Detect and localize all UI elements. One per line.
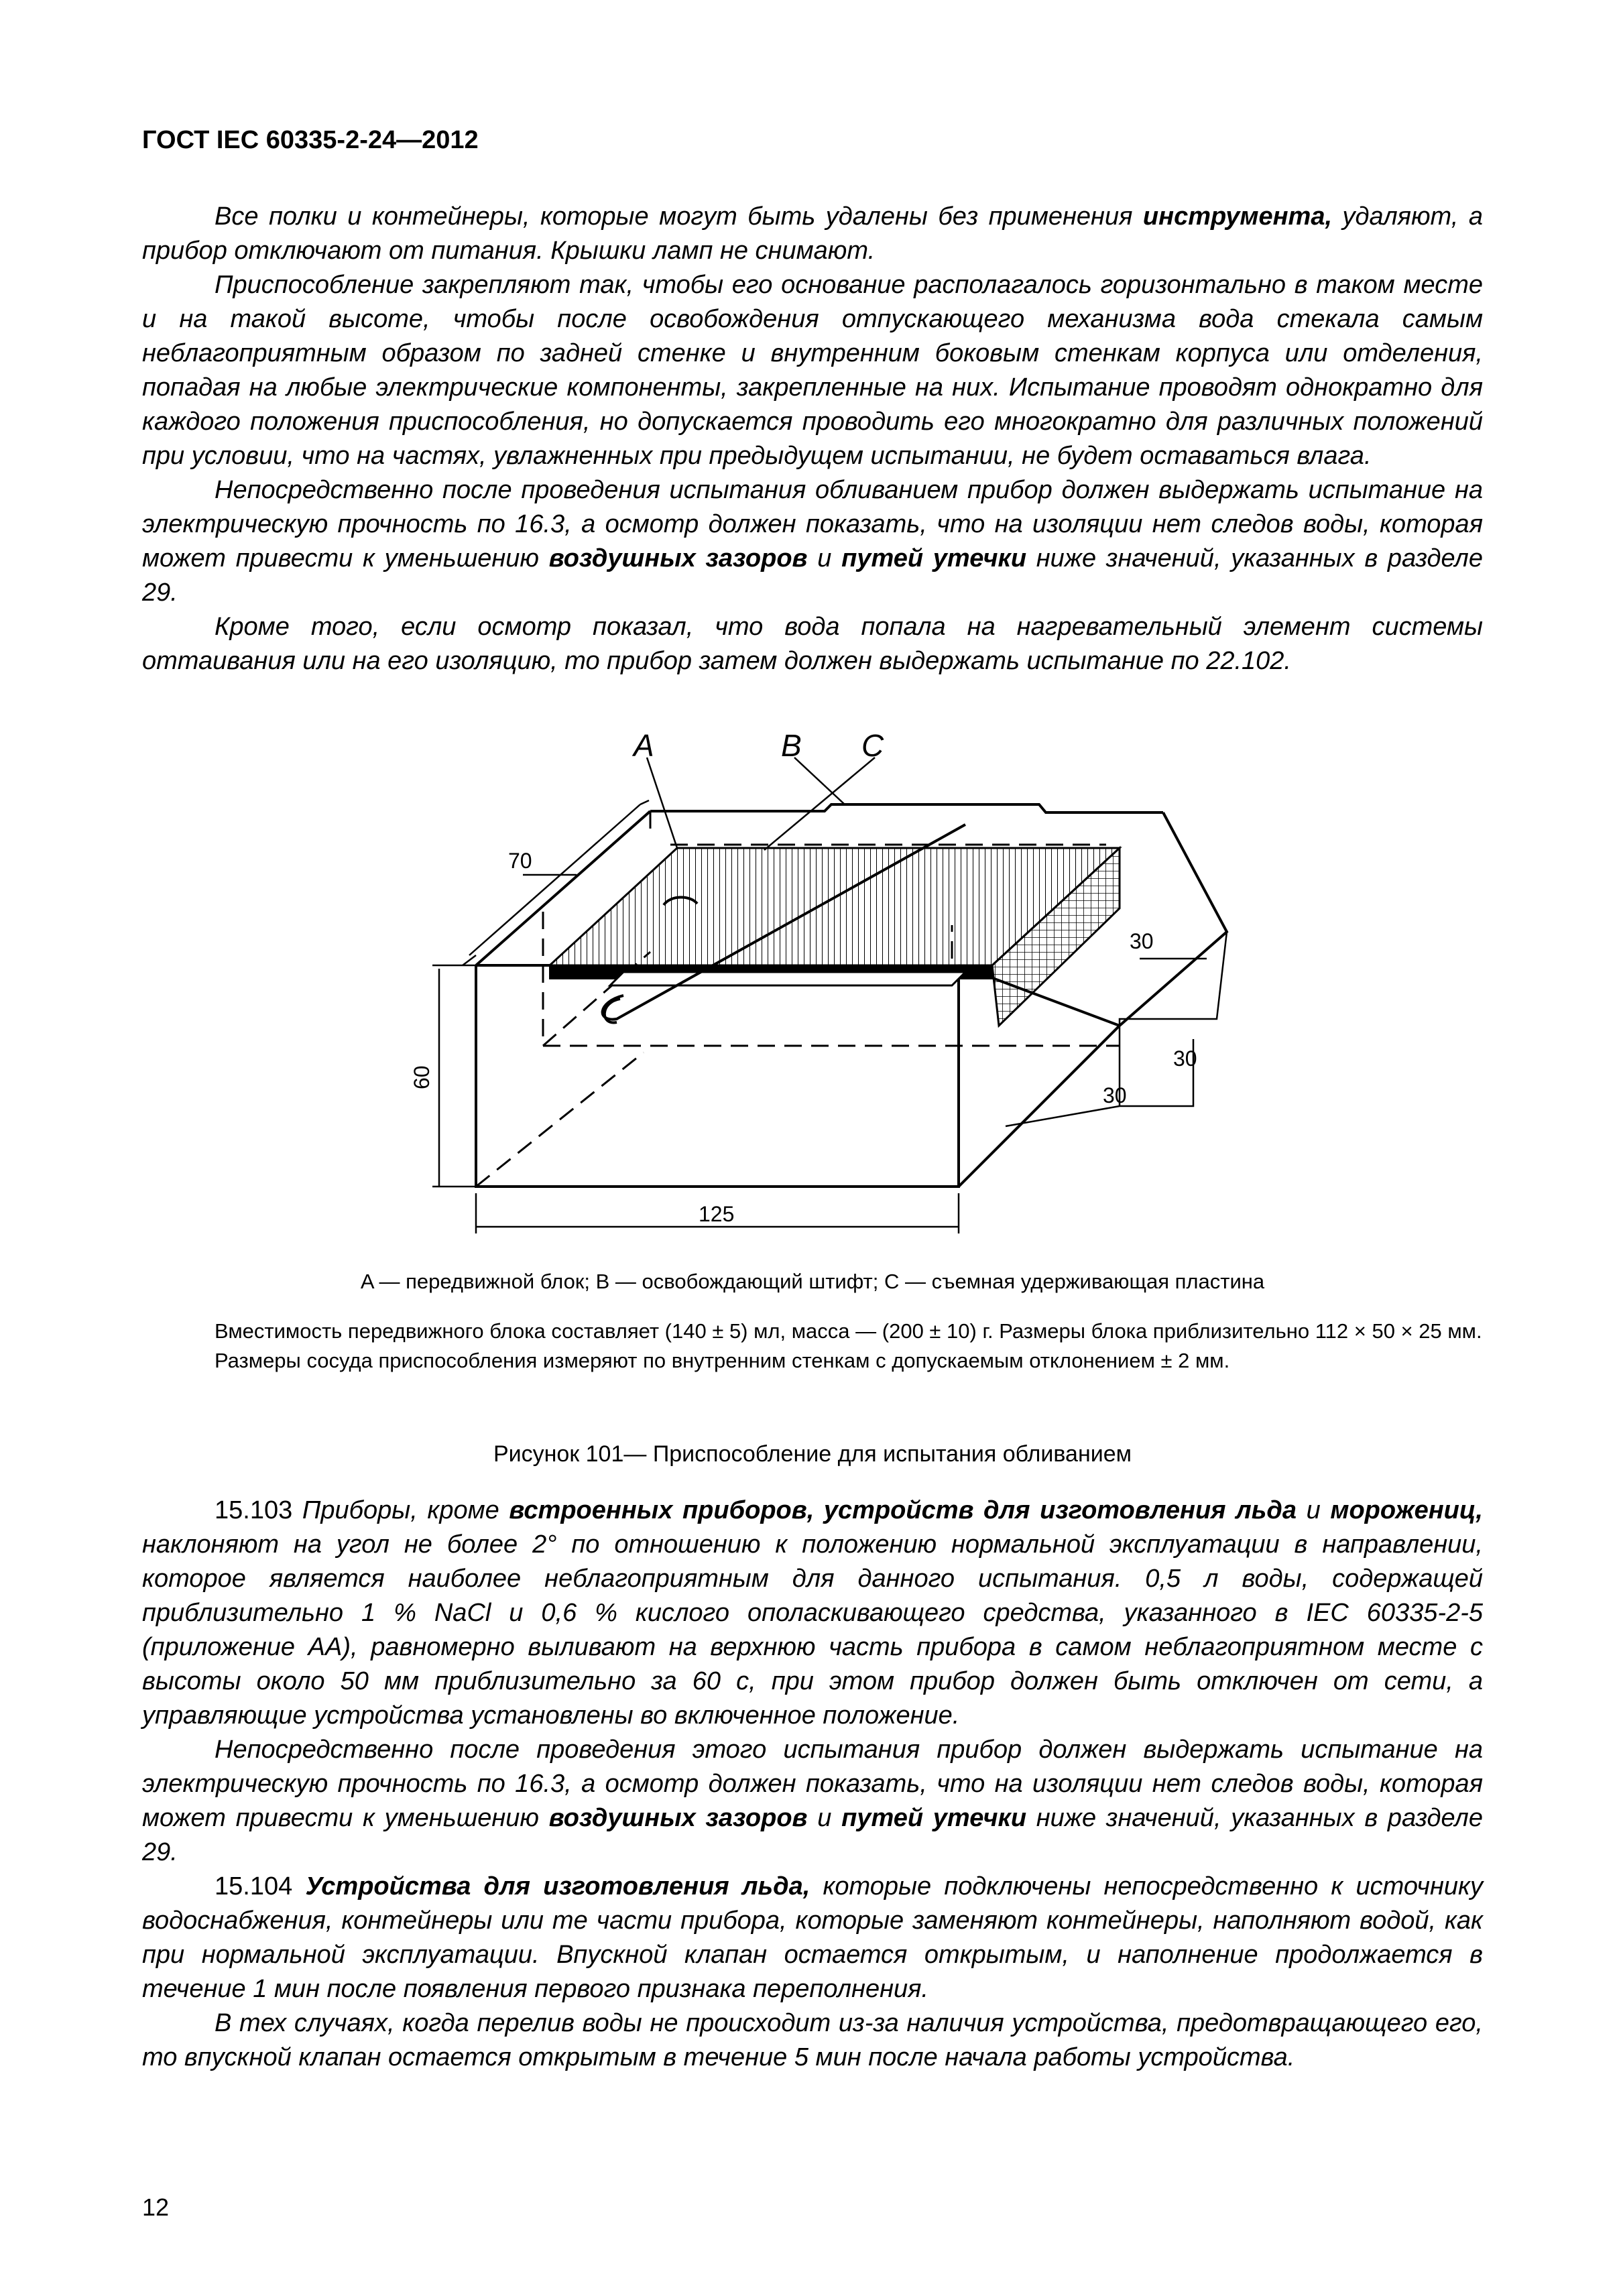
paragraph-15-103: 15.103 Приборы, кроме встроенных приборов, устройств для изготовления льда и морожениц, наклоняют на угол не более 2° по отношению к положению нормальной эксплуатации в направлении, которое является наиболее неблагоприятным для данного испытания. 0,5 л воды, содержащей приблизительно 1 % NaCl и 0,6 % кислого ополаскивающего средства, указанного в IEC 60335-2-5 (приложение АА), равномерно выливают на верхнюю часть прибора в самом неблагоприятном месте с высоты около 50 мм приблизительно за 60 с, при этом прибор должен быть отключен от сети, а управляющие устройства установлены во включенное положение. [142, 1496, 1483, 1730]
retaining-plate [610, 972, 965, 985]
figure-label-c: C [861, 731, 884, 763]
figure-legend: A — передвижной блок; B — освобождающий штифт; C — съемная удерживающая пластина [360, 1270, 1265, 1293]
box-top-back-edge [650, 804, 1163, 812]
paragraph-electric-strength: Непосредственно после проведения испытания обливанием прибор должен выдержать испытание на электрическую прочность по 16.3, а осмотр должен показать, что на изоляции нет следов воды, которая может привести к уменьшению воздушных зазоров и путей утечки ниже значений, указанных в разделе 29. [142, 476, 1483, 607]
paragraph-overflow: В тех случаях, когда перелив воды не происходит из-за наличия устройства, предотвращающего его, то впускной клапан остается открытым в течение 5 мин после начала работы устройства. [142, 2009, 1483, 2071]
figure-label-b: B [781, 731, 802, 763]
paragraph-15-104: 15.104 Устройства для изготовления льда, которые подключены непосредственно к источнику водоснабжения, контейнеры или те части прибора, которые заменяют контейнеры, наполняют водой, как при нормальной эксплуатации. Впускной клапан остается открытым, и наполнение продолжается в течение 1 мин после появления первого признака переполнения. [142, 1872, 1483, 2003]
bottom-text-block [142, 1494, 1483, 2075]
dim-125-label: 125 [699, 1202, 735, 1226]
dim-30-bot-label: 30 [1103, 1083, 1127, 1107]
dim-70-label: 70 [508, 849, 532, 873]
dim-60-label: 60 [410, 1065, 434, 1089]
paragraph-shelves: Все полки и контейнеры, которые могут быть удалены без применения инструмента, удаляют, а прибор отключают от питания. Крышки ламп не снимают. [142, 202, 1483, 265]
dim-30-mid-label: 30 [1173, 1046, 1197, 1071]
top-text-block [142, 200, 1483, 678]
box-front-face [476, 965, 959, 1187]
dim-30-top-label: 30 [1130, 929, 1154, 953]
paragraph-fixture-placement: Приспособление закрепляют так, чтобы его основание располагалось горизонтально в таком месте и на такой высоте, чтобы после освобождения отпускающего механизма вода стекала самым неблагоприятным образом по задней стенке и внутренним боковым стенкам корпуса или отделения, попадая на любые электрические компоненты, закрепленные на них. Испытание проводят однократно для каждого положения приспособления, но допускается проводить его многократно для различных положений при условии, что на частях, увлажненных при предыдущем испытании, не будет оставаться влага. [142, 271, 1483, 470]
figure-title: Рисунок 101— Приспособление для испытания обливанием [493, 1441, 1132, 1467]
note-block-capacity: Вместимость передвижного блока составляет (140 ± 5) мл, масса — (200 ± 10) г. Размеры блока приблизительно 112 × 50 × 25 мм. [215, 1319, 1482, 1343]
figure-notes [142, 1317, 1483, 1376]
test-fixture-drawing [375, 731, 1234, 1240]
document-header: ГОСТ IEC 60335-2-24—2012 [142, 126, 479, 154]
paragraph-after-test: Непосредственно после проведения этого испытания прибор должен выдержать испытание на электрическую прочность по 16.3, а осмотр должен показать, что на изоляции нет следов воды, которая может привести к уменьшению воздушных зазоров и путей утечки ниже значений, указанных в разделе 29. [142, 1736, 1483, 1866]
note-vessel-dimensions: Размеры сосуда приспособления измеряют по внутренним стенкам с допускаемым отклонением ± 2 мм. [215, 1349, 1230, 1372]
page-number: 12 [142, 2193, 170, 2221]
paragraph-defrost: Кроме того, если осмотр показал, что вода попала на нагревательный элемент системы оттаивания или на его изоляцию, то прибор затем должен выдержать испытание по 22.102. [142, 613, 1483, 675]
figure-label-a: A [634, 731, 654, 763]
